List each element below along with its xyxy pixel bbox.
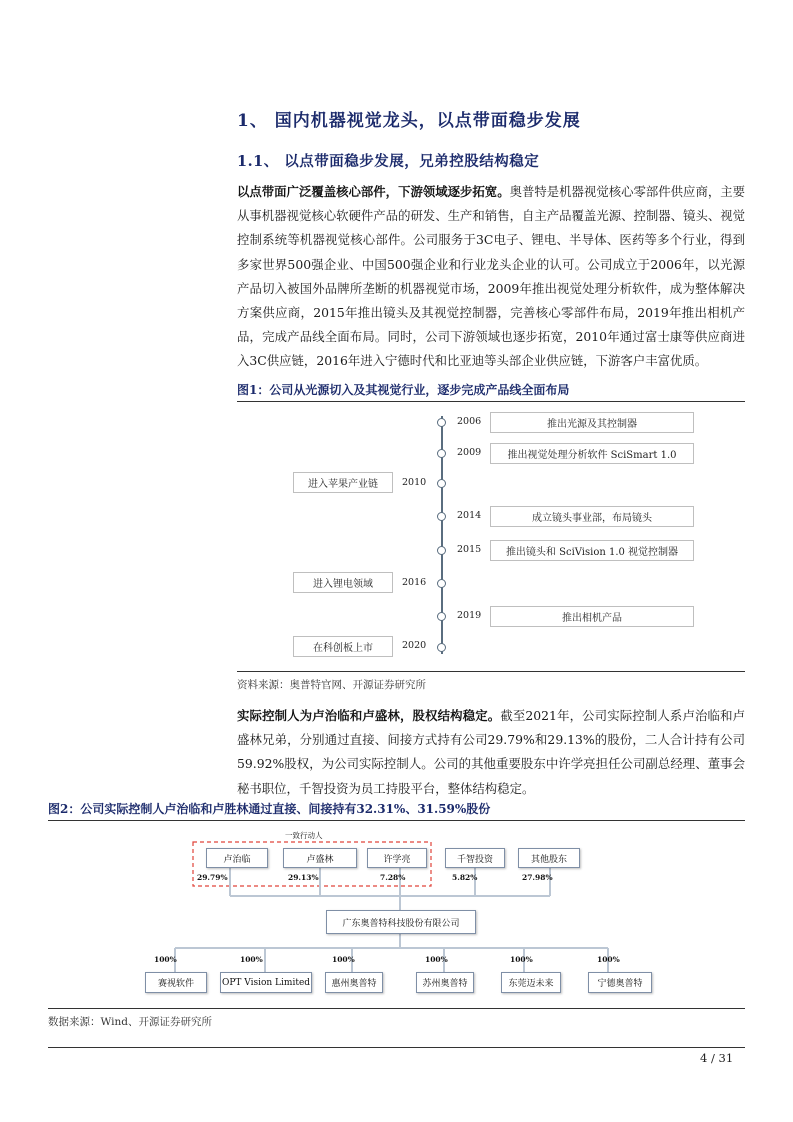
figure1-timeline (237, 402, 745, 670)
subsidiary-box: 宁德奥普特 (588, 972, 652, 993)
subsidiary-box: 惠州奥普特 (325, 972, 383, 993)
timeline-year: 2010 (402, 477, 427, 488)
timeline-event: 在科创板上市 (293, 636, 393, 657)
timeline-node-2016 (437, 579, 446, 588)
ownership-paragraph-body: 截至2021年，公司实际控制人系卢治临和卢盛林兄弟，分别通过直接、间接方式持有公司29.79%和29.13%的股份，二人合计持有公司59.92%股权，为公司实际控制人。公司的其他重要股东中许学亮担任公司副总经理、董事会秘书职位，千智投资为员工持股平台，整体结构稳定。 (237, 708, 745, 796)
figure2-title: 图2：公司实际控制人卢治临和卢胜林通过直接、间接持有32.31%、31.59%股份 (48, 802, 491, 816)
shareholder-box: 许学亮 (367, 848, 427, 868)
shareholder-box: 卢盛林 (283, 848, 357, 868)
timeline-node-2020 (437, 643, 446, 652)
shareholder-box: 其他股东 (518, 848, 580, 868)
shareholder-pct: 7.28% (380, 873, 406, 882)
shareholder-pct: 29.13% (288, 873, 319, 882)
figure2-top-rule (48, 820, 745, 821)
subsidiary-pct: 100% (154, 955, 177, 964)
subsidiary-pct: 100% (425, 955, 448, 964)
timeline-node-2010 (437, 479, 446, 488)
subsection-heading: 1.1、 以点带面稳步发展，兄弟控股结构稳定 (237, 153, 540, 170)
timeline-event: 推出视觉处理分析软件 SciSmart 1.0 (490, 443, 694, 464)
subsidiary-box: 东莞迈未来 (501, 972, 561, 993)
timeline-node-2006 (437, 418, 446, 427)
shareholder-pct: 29.79% (197, 873, 228, 882)
timeline-year: 2020 (402, 640, 427, 651)
shareholder-box: 卢治临 (206, 848, 268, 868)
intro-paragraph (237, 180, 745, 374)
subsidiary-pct: 100% (240, 955, 263, 964)
section-heading: 1、 国内机器视觉龙头，以点带面稳步发展 (237, 111, 581, 131)
subsidiary-pct: 100% (597, 955, 620, 964)
subsidiary-pct: 100% (332, 955, 355, 964)
intro-paragraph-body: 奥普特是机器视觉核心零部件供应商，主要从事机器视觉核心软硬件产品的研发、生产和销售，自主产品覆盖光源、控制器、镜头、视觉控制系统等机器视觉核心部件。公司服务于3C电子、锂电、半导体、医药等多个行业，得到多家世界500强企业、中国500强企业和行业龙头企业的认可。公司成立于2006年，以光源产品切入被国外品牌所垄断的机器视觉市场，2009年推出视觉处理分析软件，成为整体解决方案供应商，2015年推出镜头及其视觉控制器，完善核心零部件布局，2019年推出相机产品，完成产品线全面布局。同时，公司下游领域也逐步拓宽，2010年通过富士康等供应商进入3C供应链，2016年进入宁德时代和比亚迪等头部企业供应链，下游客户丰富优质。 (237, 184, 746, 369)
figure2-source: 数据来源：Wind、开源证券研究所 (48, 1016, 212, 1028)
subsidiary-pct: 100% (510, 955, 533, 964)
ownership-paragraph (237, 704, 745, 801)
timeline-event: 推出光源及其控制器 (490, 412, 694, 433)
intro-paragraph-lead: 以点带面广泛覆盖核心部件，下游领域逐步拓宽。 (237, 184, 510, 199)
footer-rule (48, 1047, 745, 1048)
shareholder-pct: 27.98% (522, 873, 553, 882)
timeline-year: 2009 (457, 447, 482, 458)
page-number: 4 / 31 (700, 1051, 734, 1065)
timeline-year: 2014 (457, 510, 482, 521)
figure2-org-chart (120, 824, 680, 1004)
timeline-event: 进入锂电领域 (293, 572, 393, 593)
subsidiary-box: 苏州奥普特 (416, 972, 474, 993)
concerted-action-label: 一致行动人 (285, 831, 323, 840)
figure2-bottom-rule (48, 1008, 745, 1009)
ownership-paragraph-lead: 实际控制人为卢治临和卢盛林，股权结构稳定。 (237, 708, 501, 723)
timeline-event: 进入苹果产业链 (293, 472, 393, 493)
shareholder-pct: 5.82% (452, 873, 478, 882)
timeline-year: 2019 (457, 610, 482, 621)
shareholder-box: 千智投资 (445, 848, 505, 868)
timeline-node-2015 (437, 546, 446, 555)
timeline-node-2019 (437, 612, 446, 621)
timeline-event: 成立镜头事业部，布局镜头 (490, 506, 694, 527)
timeline-year: 2006 (457, 416, 482, 427)
timeline-year: 2015 (457, 544, 482, 555)
timeline-node-2009 (437, 449, 446, 458)
subsidiary-box: OPT Vision Limited (220, 972, 312, 993)
timeline-year: 2016 (402, 577, 427, 588)
figure1-bottom-rule (237, 671, 745, 672)
figure1-source: 资料来源：奥普特官网、开源证券研究所 (237, 679, 426, 691)
timeline-node-2014 (437, 512, 446, 521)
subsidiary-box: 赛视软件 (145, 972, 207, 993)
timeline-event: 推出相机产品 (490, 606, 694, 627)
figure1-title: 图1：公司从光源切入及其视觉行业，逐步完成产品线全面布局 (237, 383, 570, 397)
company-box: 广东奥普特科技股份有限公司 (326, 910, 476, 934)
timeline-event: 推出镜头和 SciVision 1.0 视觉控制器 (490, 540, 694, 561)
